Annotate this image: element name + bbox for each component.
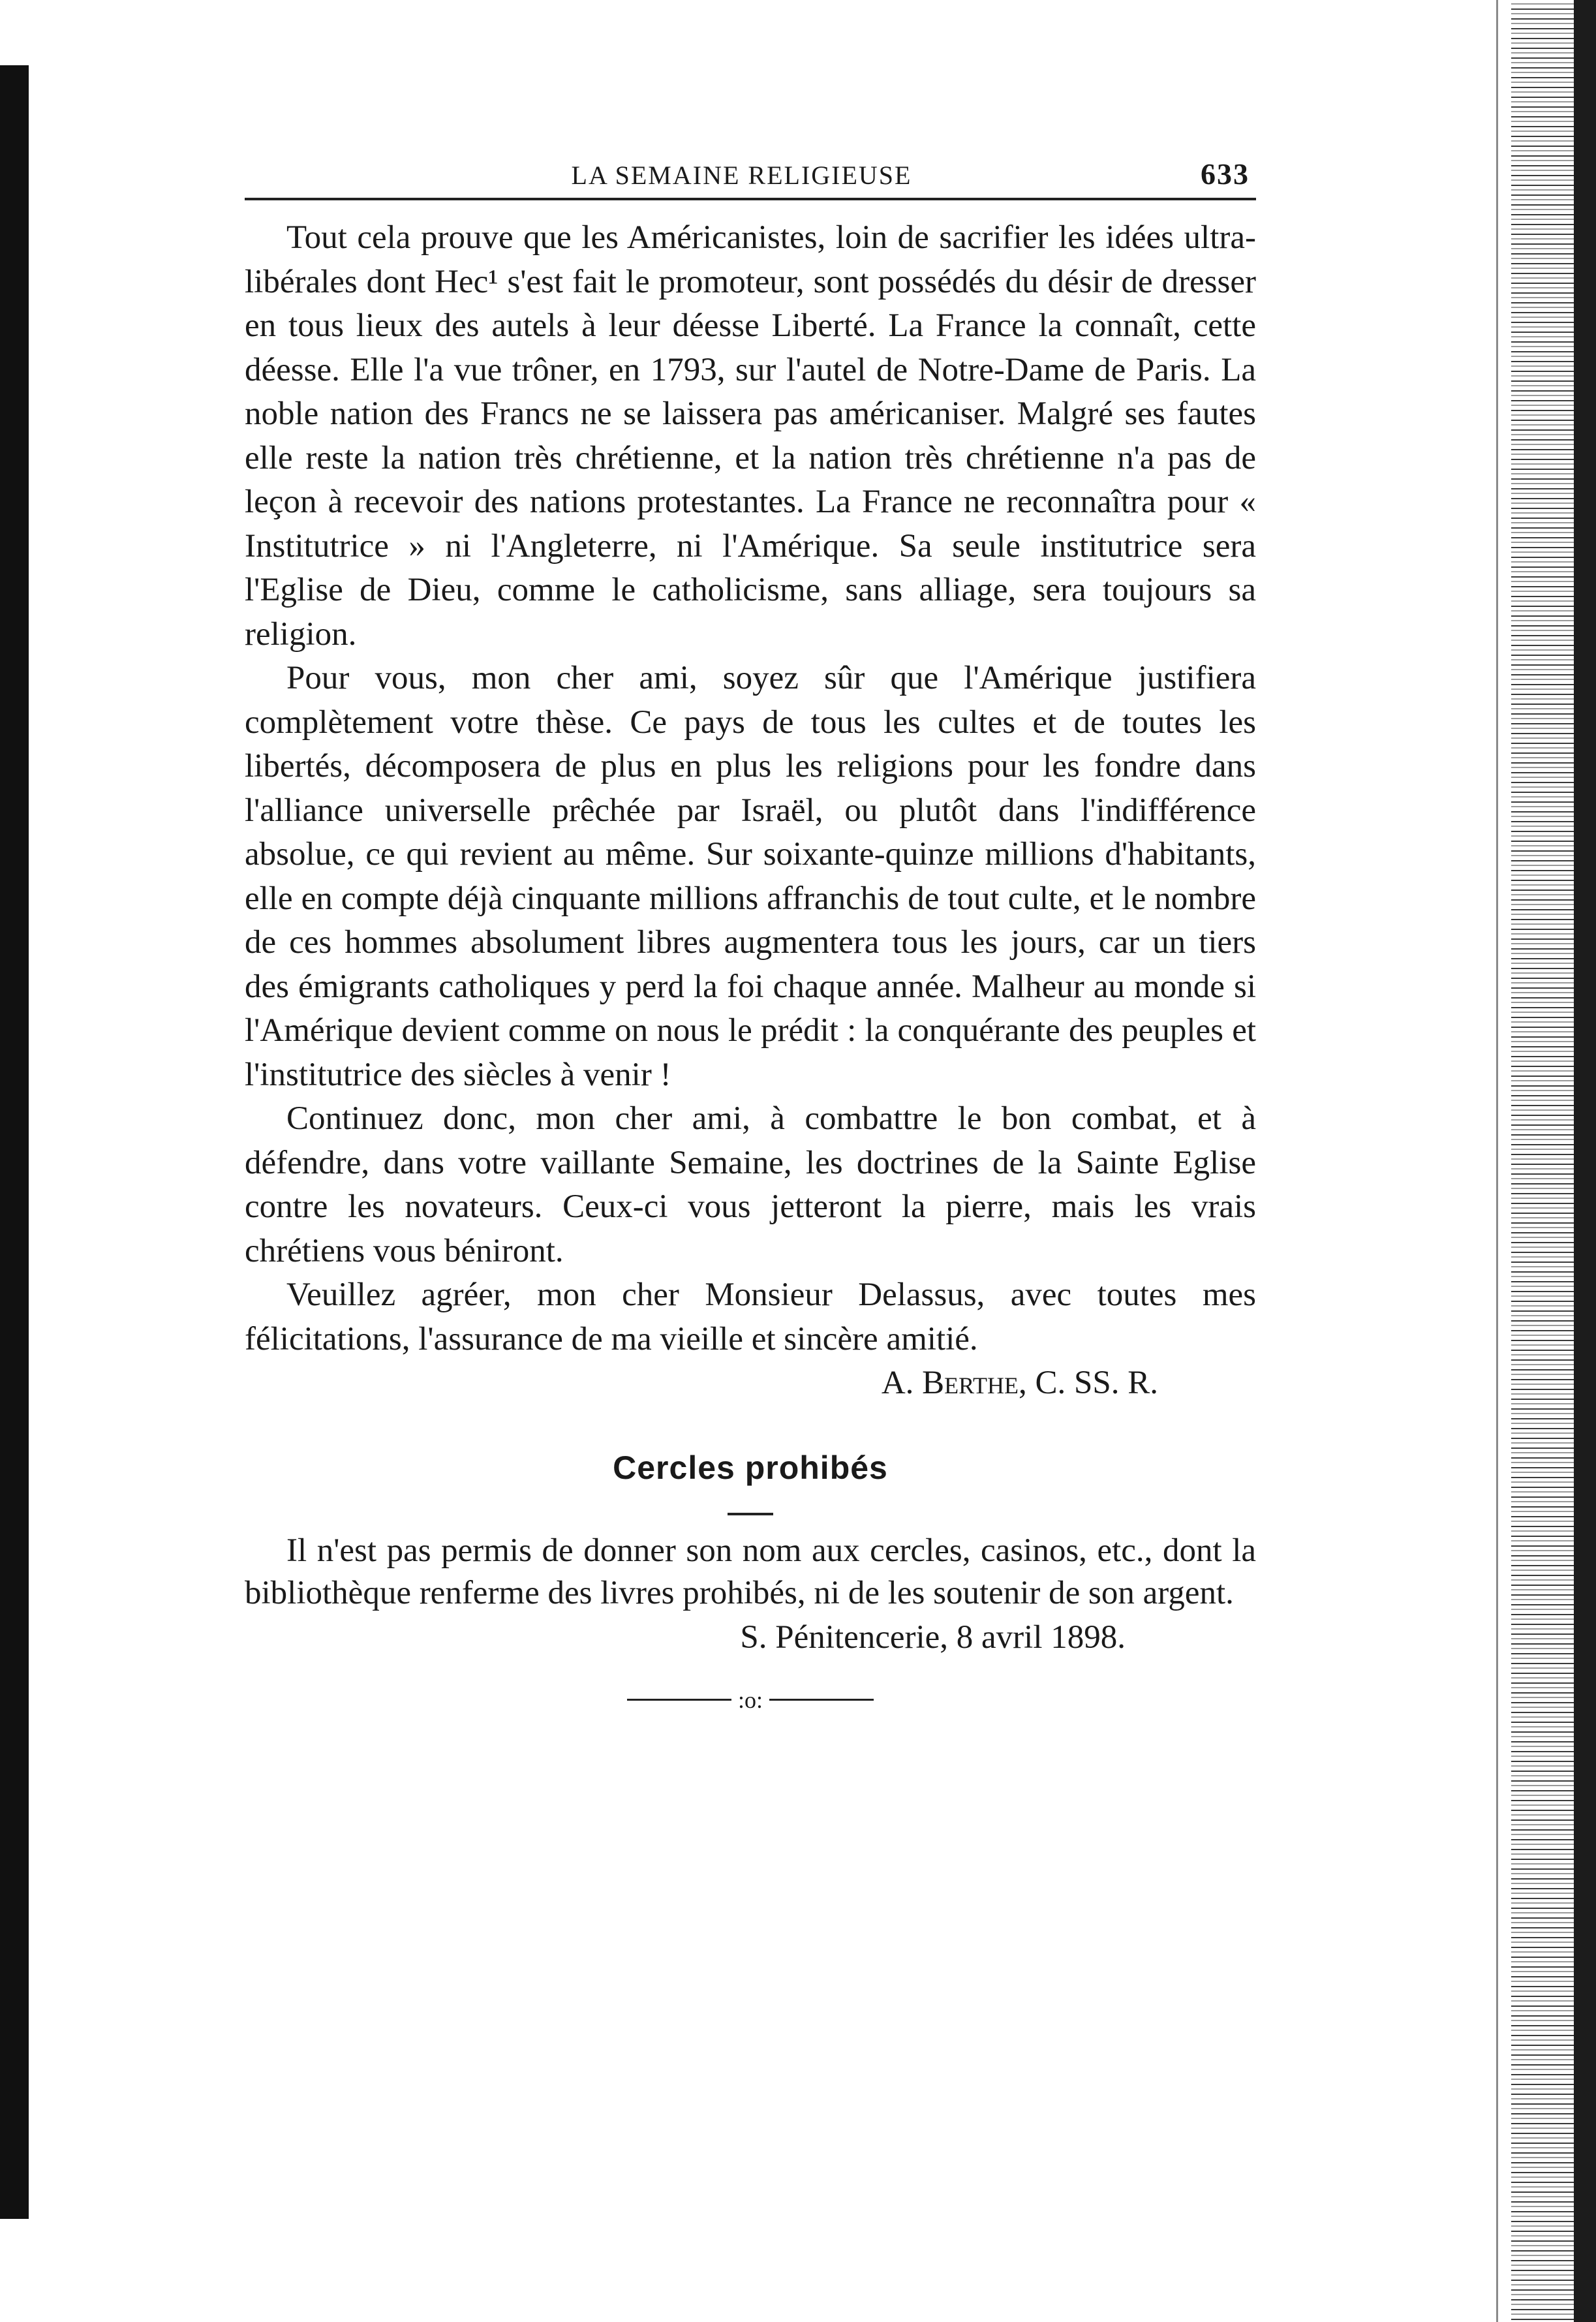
letter-body xyxy=(245,216,1256,1361)
letter-paragraph-2: Pour vous, mon cher ami, soyez sûr que l'Amérique justifiera complètement votre thèse. Ce pays de tous les cultes et de toutes les libertés, décomposera de plus en plus les religions pour les fondre dans l'alliance universelle prêchée par Israël, ou plutôt dans l'indifférence absolue, ce qui revient au même. Sur soixante-quinze millions d'habitants, elle en compte déjà cinquante millions affranchis de tout culte, et le nombre de ces hommes absolument libres augmentera tous les jours, car un tiers des émigrants catholiques y perd la foi chaque année. Malheur au monde si l'Amérique devient comme on nous le prédit : la conquérante des peuples et l'institutrice des siècles à venir ! xyxy=(245,660,1256,1093)
scan-edge-left xyxy=(0,65,29,2219)
scan-edge-right xyxy=(1511,0,1596,2322)
page-number: 633 xyxy=(1201,157,1250,191)
end-rule-right-line xyxy=(769,1699,874,1701)
signature-order: C. SS. R. xyxy=(1035,1365,1158,1401)
document-page xyxy=(245,157,1256,1714)
end-rule-mark: :o: xyxy=(737,1686,763,1713)
scan-edge-right-line xyxy=(1496,0,1498,2322)
end-rule-left-line xyxy=(627,1699,731,1701)
letter-paragraph-1: Tout cela prouve que les Américanistes, loin de sacrifier les idées ultra-libérales dont Hec¹ s'est fait le promoteur, sont possédés du désir de dresser en tous lieux des autels à leur déesse Liberté. La France la connaît, cette déesse. Elle l'a vue trôner, en 1793, sur l'autel de Notre-Dame de Paris. La noble nation des Francs ne se laissera pas américaniser. Malgré ses fautes elle reste la nation très chrétienne, et la nation très chrétienne n'a pas de leçon à recevoir des nations protestantes. La France ne reconnaîtra pour « Institutrice » ni l'Angleterre, ni l'Amérique. Sa seule institutrice sera l'Eglise de Dieu, comme le catholicisme, sans alliage, sera toujours sa religion. xyxy=(245,219,1256,653)
title-rule xyxy=(728,1513,773,1515)
section-paragraph: Il n'est pas permis de donner son nom aux cercles, casinos, etc., dont la bibliothèque renferme des livres prohibés, ni de les soutenir de son argent. xyxy=(245,1532,1256,1611)
end-rule xyxy=(245,1686,1256,1714)
letter-signature xyxy=(245,1361,1256,1406)
signature-name: A. Berthe, xyxy=(881,1365,1027,1401)
letter-paragraph-4: Veuillez agréer, mon cher Monsieur Delassus, avec toutes mes félicitations, l'assurance de ma vieille et sincère amitié. xyxy=(245,1277,1256,1357)
section-body xyxy=(245,1530,1256,1615)
running-head xyxy=(245,157,1256,200)
running-title: LA SEMAINE RELIGIEUSE xyxy=(571,161,912,190)
letter-paragraph-3: Continuez donc, mon cher ami, à combattre le bon combat, et à défendre, dans votre vaillante Semaine, les doctrines de la Sainte Eglise contre les novateurs. Ceux-ci vous jetteront la pierre, mais les vrais chrétiens vous béniront. xyxy=(245,1100,1256,1269)
section-title: Cercles prohibés xyxy=(613,1449,888,1486)
section-source: S. Pénitencerie, 8 avril 1898. xyxy=(740,1618,1126,1656)
